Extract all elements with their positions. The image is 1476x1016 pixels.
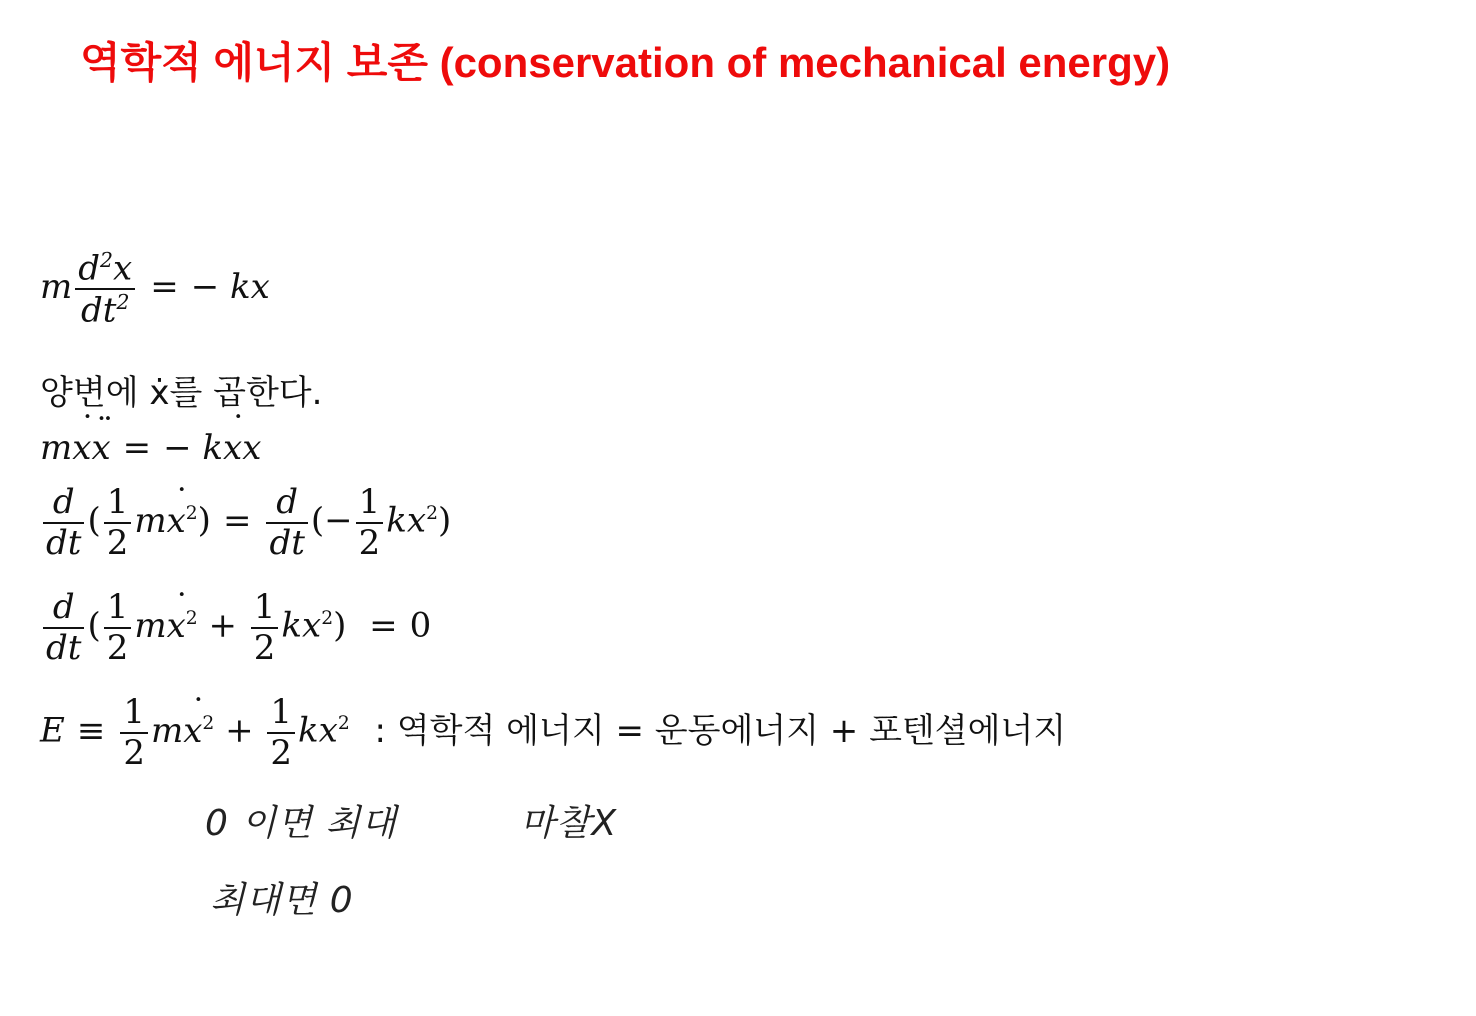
handwritten-note-zero-max: 0 이면 최대: [205, 803, 397, 844]
energy-definition-text: : 역학적 에너지 = 운동에너지 + 포텐셜에너지: [374, 710, 1067, 751]
equation-energy-definition: E ≡ $\frac{1}{2}$ m˙ $x^2$ + $\frac{1}{2}$ $kx^2$ : 역학적 에너지 = 운동에너지 + 포텐셜에너지: [40, 695, 1066, 770]
equation-multiplied: m˙ x¨ x = − k˙ xx: [40, 428, 261, 468]
handwritten-note-max-zero: 최대면 0: [210, 880, 354, 921]
instruction-text: 양변에 ẋ를 곱한다.: [40, 373, 323, 413]
equation-motion: m $\frac{d^2x}{dt^2}$ = − kx: [40, 248, 270, 331]
equation-conservation: $\frac{d}{dt}$ ( $\frac{1}{2}$ m˙ $x^2$ + $\frac{1}{2}$ $kx^2) = 0$: [40, 590, 431, 665]
page-title: 역학적 에너지 보존 (conservation of mechanical energy): [80, 39, 1171, 86]
equation-derivative: $\frac{d}{dt}$ ( $\frac{1}{2}$ m˙ $x^2$) = $\frac{d}{dt}$ (− $\frac{1}{2}$ $kx^2$): [40, 485, 451, 560]
handwritten-note-no-friction: 마찰X: [520, 803, 618, 844]
